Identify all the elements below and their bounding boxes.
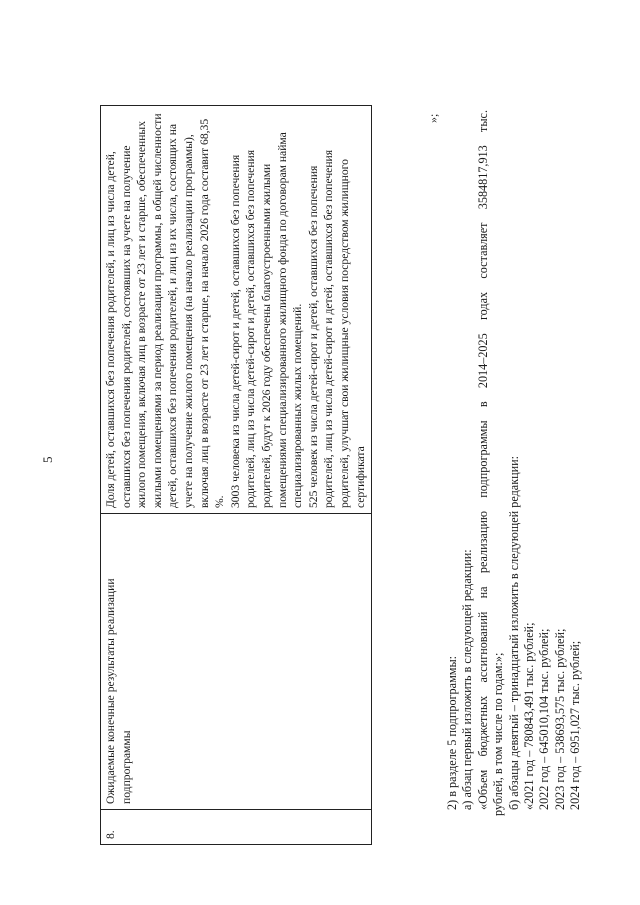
page-number: 5	[40, 456, 55, 463]
result-paragraph-share: Доля детей, оставшихся без попечения родителей, и лиц из числа детей, оставшихся без попечения родителей, состоявших на учете на получение жилого помещения, включая лиц в возрасте от 23 лет и старше, обеспеченных жилыми помещениями за период реализации программы, в общей численности детей, оставшихся без попечения родителей, и лиц из их числа, состоящих на учете на получение жилого помещения (на начало реализации программы), включая лиц в возрасте от 23 лет и старше, на начало 2026 года составит 68,35 %.	[104, 113, 227, 508]
amendment-text	[445, 110, 584, 816]
section-5-heading: 2) в разделе 5 подпрограммы:	[445, 655, 459, 810]
table-row	[101, 106, 372, 845]
row-number-cell: 8.	[101, 810, 372, 845]
year-2024-amount: 2024 год – 6951,027 тыс. рублей;	[568, 640, 583, 810]
year-2021-amount: «2021 год – 780843,491 тыс. рублей;	[522, 622, 537, 810]
row-label-cell: Ожидаемые конечные результаты реализации подпрограммы	[101, 514, 372, 810]
closing-quote: »;	[426, 113, 440, 123]
year-2023-amount: 2023 год – 538693,575 тыс. рублей;	[552, 628, 567, 810]
paragraph-b-intro: б) абзацы девятый – тринадцатый изложить в следующей редакции:	[506, 455, 521, 810]
budget-total-line: «Объем бюджетных ассигнований на реализацию подпрограммы в 2014–2025 годах составляет 3584817,913 тыс.	[475, 110, 490, 810]
paragraph-a-intro: а) абзац первый изложить в следующей редакции:	[460, 549, 475, 810]
budget-total-continuation: рублей, в том числе по годам:»;	[491, 652, 506, 816]
year-2022-amount: 2022 год – 645010,104 тыс. рублей;	[537, 628, 552, 810]
row-content-cell	[101, 106, 372, 514]
result-paragraph-housing: 3003 человека из числа детей-сирот и детей, оставшихся без попечения родителей, лиц из числа детей-сирот и детей, оставшихся без попечения родителей, будут к 2026 году обеспечены благоустроенными жилыми помещениями специализированного жилищного фонда по договорам найма специализированных жилых помещений.	[228, 132, 305, 508]
subprogram-table	[100, 105, 372, 845]
result-paragraph-certificate: 525 человек из числа детей-сирот и детей, оставшихся без попечения родителей, лиц из числа детей-сирот и детей, оставшихся без попечения родителей, улучшат свои жилищные условия посредством жилищного сертификата	[306, 149, 367, 508]
